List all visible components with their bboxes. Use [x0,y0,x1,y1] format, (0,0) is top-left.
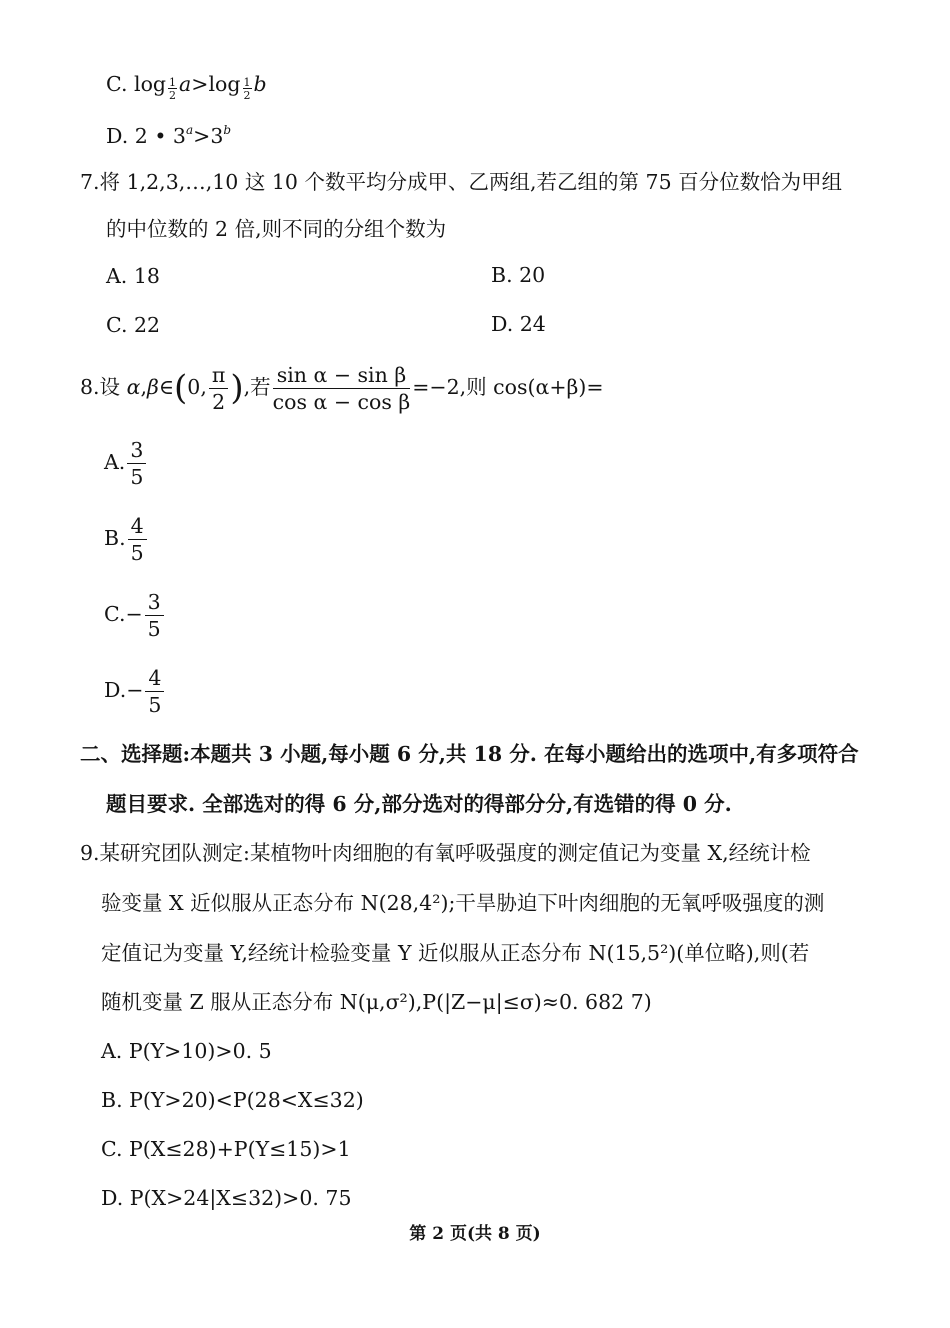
q9-line-1: 9.某研究团队测定:某植物叶肉细胞的有氧呼吸强度的测定值记为变量 X,经统计检 [80,841,811,865]
q8-option-d [104,668,166,715]
q6-c-log: log [134,72,167,96]
q6-c-a: a [179,72,192,96]
q8-in: ∈ [158,375,175,399]
q6-c-log2: log [208,72,241,96]
q8-b-label: B. [104,526,126,550]
q6-d-expr: 2 • 3 [134,124,186,148]
q8-zero: 0, [187,375,207,399]
q9-option-b: B. P(Y>20)<P(28<X≤32) [101,1088,364,1112]
q6-d-exp-a: a [185,123,194,137]
q8-paren-open: ( [174,368,188,408]
q8-d-sign: − [126,678,144,702]
q6-c-label: C. [106,72,128,96]
q8-c-frac: $\frac{3}{5}$ [145,592,164,639]
q6-d-label: D. [106,124,129,148]
q9-option-a: A. P(Y>10)>0. 5 [101,1039,272,1063]
q8-option-c [104,592,166,639]
q8-alpha: α [126,375,141,399]
q6-d-gt: >3 [193,124,224,148]
q8-ruo: ,若 [243,375,271,399]
q8-prefix: 8.设 [80,375,121,399]
q9-option-d: D. P(X>24|X≤32)>0. 75 [101,1186,352,1210]
q8-c-label: C. [104,602,126,626]
q8-d-frac: $\frac{4}{5}$ [145,668,164,715]
q8-a-label: A. [104,450,126,474]
q8-pi-over-2: $\frac{\pi}{2}$ [209,365,228,412]
q8-paren-close: ) [230,368,244,408]
q8-a-frac: $\frac{3}{5}$ [127,440,146,487]
q6-c-b: b [253,72,267,96]
q8-fraction: $\frac{\text{sin α − sin β}}{\text{cos α − cos β}}$ [272,363,411,414]
q8-comma: , [140,375,147,399]
q6-option-d [106,123,232,148]
section2-line-1: 二、选择题:本题共 3 小题,每小题 6 分,共 18 分. 在每小题给出的选项中,有多项符合 [80,742,859,766]
q7-line-1: 7.将 1,2,3,…,10 这 10 个数平均分成甲、乙两组,若乙组的第 75 百分位数恰为甲组 [80,170,843,194]
q8-d-label: D. [104,678,127,702]
q8-rhs: =−2,则 cos(α+β)= [412,375,604,399]
q8-option-b [104,516,149,563]
q6-option-c [106,74,267,101]
q7-option-b: B. 20 [491,263,546,287]
q8-option-a [104,440,148,487]
page-footer: 第 2 页(共 8 页) [409,1224,541,1244]
q7-line-2: 的中位数的 2 倍,则不同的分组个数为 [106,217,447,241]
q9-line-2: 验变量 X 近似服从正态分布 N(28,4²);干旱胁迫下叶肉细胞的无氧呼吸强度的测 [101,891,825,915]
q7-option-a: A. 18 [106,264,160,288]
q9-option-c: C. P(X≤28)+P(Y≤15)>1 [101,1137,351,1161]
q8-beta: β [146,375,159,399]
q8-c-sign: − [125,602,143,626]
q9-line-3: 定值记为变量 Y,经统计检验变量 Y 近似服从正态分布 N(15,5²)(单位略),则(若 [101,941,810,965]
q8-b-frac: $\frac{4}{5}$ [128,516,147,563]
q7-option-d: D. 24 [491,312,546,336]
q7-option-c: C. 22 [106,313,161,337]
q9-line-4: 随机变量 Z 服从正态分布 N(μ,σ²),P(|Z−μ|≤σ)≈0. 682 7) [101,990,652,1014]
section2-line-2: 题目要求. 全部选对的得 6 分,部分选对的得部分分,有选错的得 0 分. [106,792,732,816]
q6-d-exp-b: b [223,123,232,137]
q6-c-base: $\frac{1}{2}$ [169,76,177,102]
q6-c-gt: > [191,72,209,96]
q6-c-base2: $\frac{1}{2}$ [243,76,251,102]
q8-stem [80,362,604,413]
